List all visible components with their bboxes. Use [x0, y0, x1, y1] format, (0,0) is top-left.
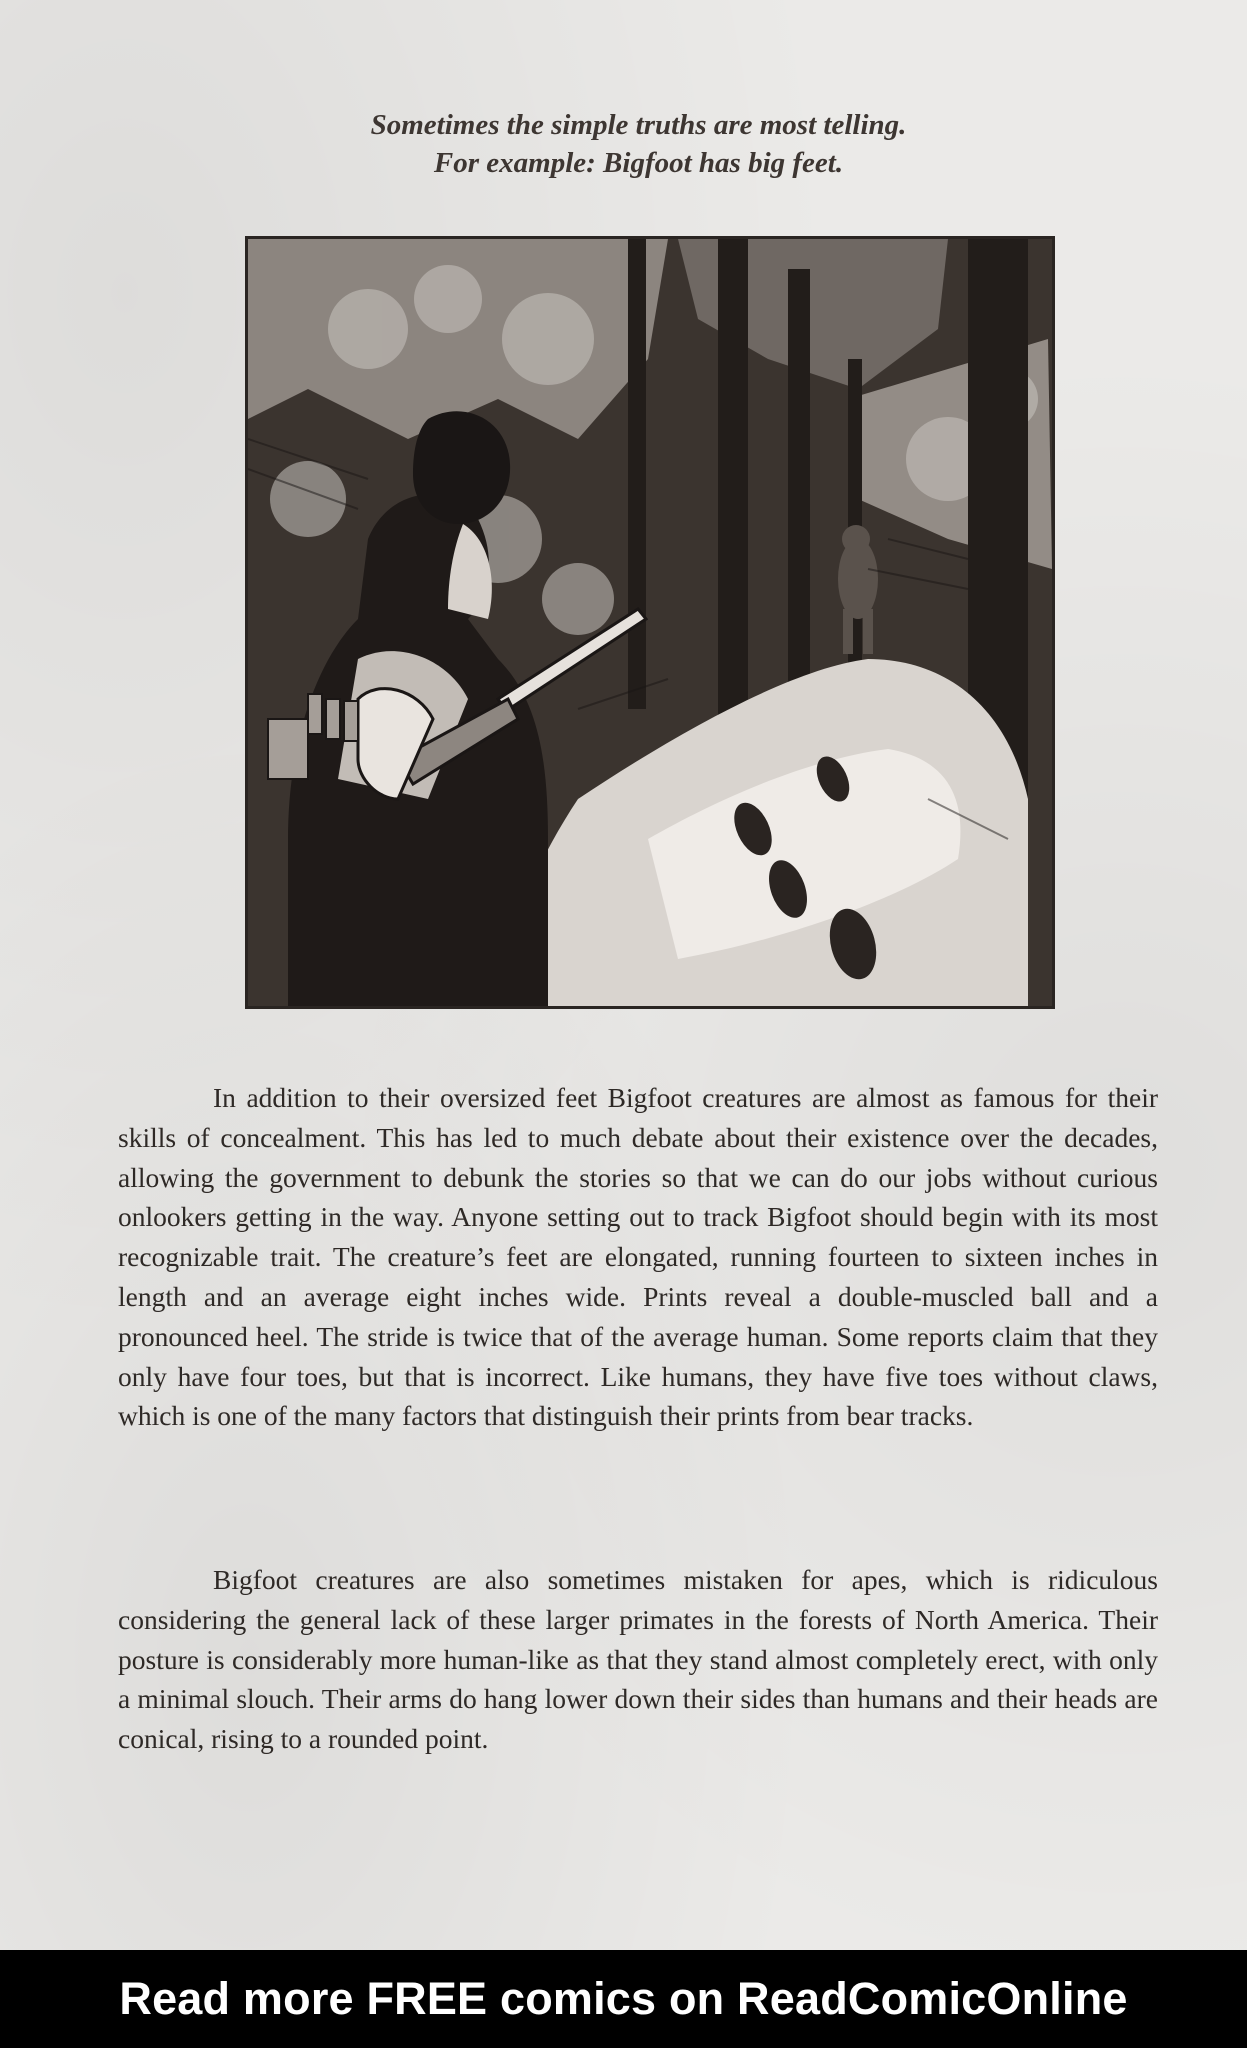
forest-hunter-illustration — [245, 236, 1055, 1009]
article-paragraph-1 — [118, 1078, 1158, 1436]
illustration-caption — [0, 106, 1247, 182]
article-paragraph-2 — [118, 1560, 1158, 1759]
paragraph-text: Bigfoot creatures are also sometimes mistaken for apes, which is ridiculous considering the general lack of these larger primates in the forests of North America. Their posture is considerably more human-like as that they stand almost completely erect, with only a minimal slouch. Their arms do hang lower down their sides than humans and their heads are conical, rising to a rounded point. — [118, 1564, 1158, 1755]
promo-link[interactable]: Read more FREE comics on ReadComicOnline — [119, 1973, 1128, 2024]
forest-scene-drawing — [248, 239, 1052, 1006]
paragraph-text: In addition to their oversized feet Bigfoot creatures are almost as famous for their skills of concealment. This has led to much debate about their existence over the decades, allowing the government to debunk the stories so that we can do our jobs without curious onlookers getting in the way. Anyone setting out to track Bigfoot should begin with its most recognizable trait. The creature’s feet are elongated, running fourteen to sixteen inches in length and an average eight inches wide. Prints reveal a double-muscled ball and a pronounced heel. The stride is twice that of the average human. Some reports claim that they only have four toes, but that is incorrect. Like humans, they have five toes without claws, which is one of the many factors that distinguish their prints from bear tracks. — [118, 1082, 1158, 1432]
caption-line-2: For example: Bigfoot has big feet. — [433, 147, 844, 179]
caption-line-1: Sometimes the simple truths are most telling. — [370, 109, 907, 141]
promo-banner[interactable] — [0, 1950, 1247, 2048]
